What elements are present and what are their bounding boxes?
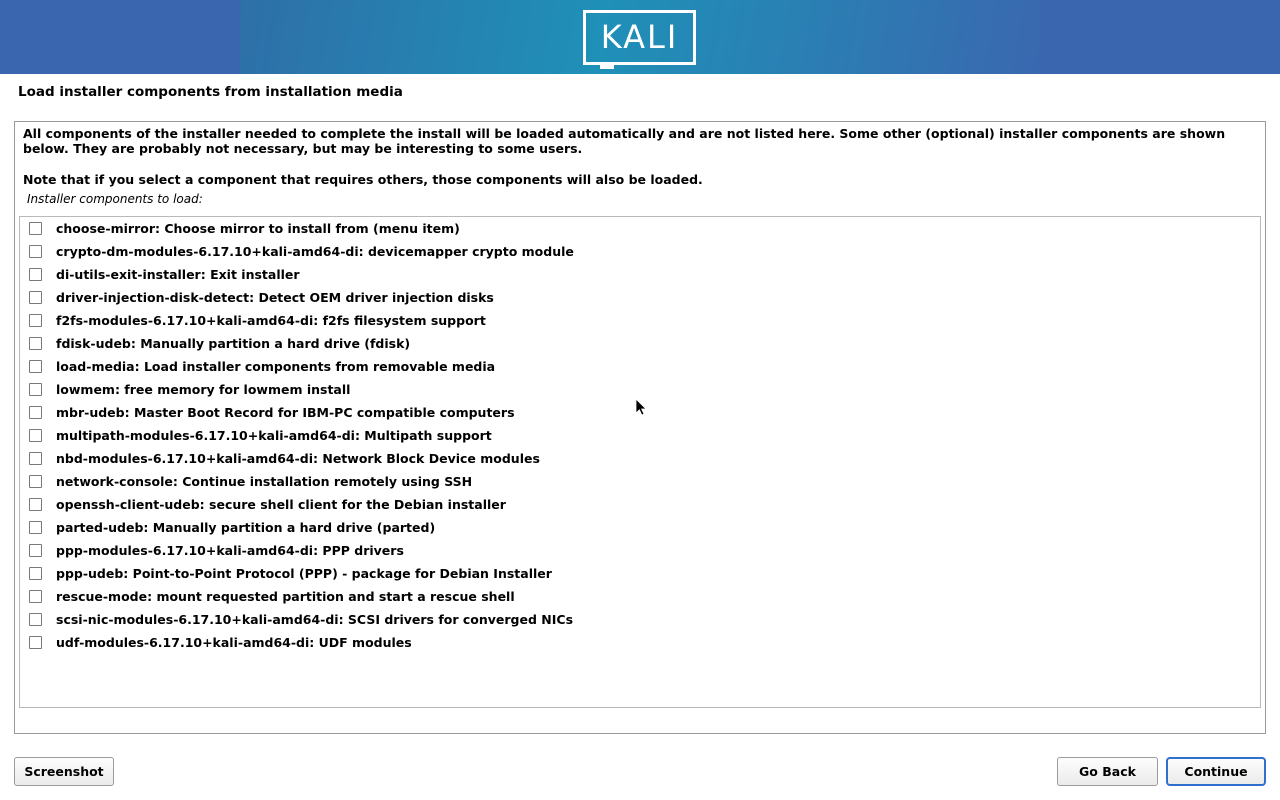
- checkbox-icon[interactable]: [29, 291, 42, 304]
- component-label: ppp-modules-6.17.10+kali-amd64-di: PPP drivers: [56, 543, 404, 558]
- kali-banner: [0, 0, 1280, 74]
- checkbox-icon[interactable]: [29, 360, 42, 373]
- checkbox-icon[interactable]: [29, 452, 42, 465]
- component-row[interactable]: [20, 608, 1260, 631]
- component-label: rescue-mode: mount requested partition and start a rescue shell: [56, 589, 515, 604]
- components-list[interactable]: [19, 216, 1261, 708]
- component-row[interactable]: [20, 424, 1260, 447]
- component-row[interactable]: [20, 447, 1260, 470]
- checkbox-icon[interactable]: [29, 521, 42, 534]
- component-row[interactable]: [20, 332, 1260, 355]
- list-label: Installer components to load:: [27, 192, 203, 206]
- component-row[interactable]: [20, 631, 1260, 654]
- banner-right-block: [1040, 0, 1280, 74]
- checkbox-icon[interactable]: [29, 475, 42, 488]
- checkbox-icon[interactable]: [29, 613, 42, 626]
- kali-logo: [583, 10, 696, 65]
- checkbox-icon[interactable]: [29, 567, 42, 580]
- intro-text: All components of the installer needed to complete the install will be loaded automatically and are not listed here. Some other (optional) installer components are shown below. They are probably not necessary, but may be interesting to some users.: [23, 126, 1226, 157]
- checkbox-icon[interactable]: [29, 268, 42, 281]
- banner-left-block: [0, 0, 240, 74]
- component-row[interactable]: [20, 355, 1260, 378]
- screenshot-button[interactable]: Screenshot: [14, 757, 114, 786]
- checkbox-icon[interactable]: [29, 245, 42, 258]
- continue-button[interactable]: Continue: [1166, 757, 1266, 786]
- component-row[interactable]: [20, 585, 1260, 608]
- component-label: crypto-dm-modules-6.17.10+kali-amd64-di: devicemapper crypto module: [56, 244, 574, 259]
- component-label: udf-modules-6.17.10+kali-amd64-di: UDF modules: [56, 635, 412, 650]
- checkbox-icon[interactable]: [29, 337, 42, 350]
- component-label: ppp-udeb: Point-to-Point Protocol (PPP) - package for Debian Installer: [56, 566, 552, 581]
- component-row[interactable]: [20, 378, 1260, 401]
- component-row[interactable]: [20, 263, 1260, 286]
- component-row[interactable]: [20, 493, 1260, 516]
- checkbox-icon[interactable]: [29, 636, 42, 649]
- kali-logo-notch: [600, 63, 614, 69]
- component-label: f2fs-modules-6.17.10+kali-amd64-di: f2fs filesystem support: [56, 313, 486, 328]
- component-row[interactable]: [20, 401, 1260, 424]
- component-label: multipath-modules-6.17.10+kali-amd64-di: Multipath support: [56, 428, 492, 443]
- component-label: scsi-nic-modules-6.17.10+kali-amd64-di: SCSI drivers for converged NICs: [56, 612, 574, 627]
- checkbox-icon[interactable]: [29, 429, 42, 442]
- kali-logo-text: KALI: [600, 17, 679, 56]
- component-label: lowmem: free memory for lowmem install: [56, 382, 351, 397]
- main-panel: [14, 121, 1266, 734]
- go-back-button[interactable]: Go Back: [1057, 757, 1158, 786]
- checkbox-icon[interactable]: [29, 544, 42, 557]
- component-row[interactable]: [20, 286, 1260, 309]
- checkbox-icon[interactable]: [29, 406, 42, 419]
- component-row[interactable]: [20, 562, 1260, 585]
- component-label: di-utils-exit-installer: Exit installer: [56, 267, 300, 282]
- component-label: load-media: Load installer components from removable media: [56, 359, 496, 374]
- note-text: Note that if you select a component that requires others, those components will also be loaded.: [23, 172, 703, 187]
- component-row[interactable]: [20, 539, 1260, 562]
- component-row[interactable]: [20, 516, 1260, 539]
- component-row[interactable]: [20, 240, 1260, 263]
- component-row[interactable]: [20, 217, 1260, 240]
- checkbox-icon[interactable]: [29, 222, 42, 235]
- checkbox-icon[interactable]: [29, 314, 42, 327]
- page-title: Load installer components from installation media: [18, 84, 403, 100]
- component-row[interactable]: [20, 470, 1260, 493]
- checkbox-icon[interactable]: [29, 383, 42, 396]
- component-label: choose-mirror: Choose mirror to install from (menu item): [56, 221, 460, 236]
- checkbox-icon[interactable]: [29, 590, 42, 603]
- component-label: fdisk-udeb: Manually partition a hard drive (fdisk): [56, 336, 411, 351]
- checkbox-icon[interactable]: [29, 498, 42, 511]
- component-label: network-console: Continue installation remotely using SSH: [56, 474, 473, 489]
- component-label: driver-injection-disk-detect: Detect OEM driver injection disks: [56, 290, 494, 305]
- component-label: parted-udeb: Manually partition a hard drive (parted): [56, 520, 436, 535]
- component-label: nbd-modules-6.17.10+kali-amd64-di: Network Block Device modules: [56, 451, 540, 466]
- component-label: openssh-client-udeb: secure shell client for the Debian installer: [56, 497, 506, 512]
- component-label: mbr-udeb: Master Boot Record for IBM-PC compatible computers: [56, 405, 515, 420]
- component-row[interactable]: [20, 309, 1260, 332]
